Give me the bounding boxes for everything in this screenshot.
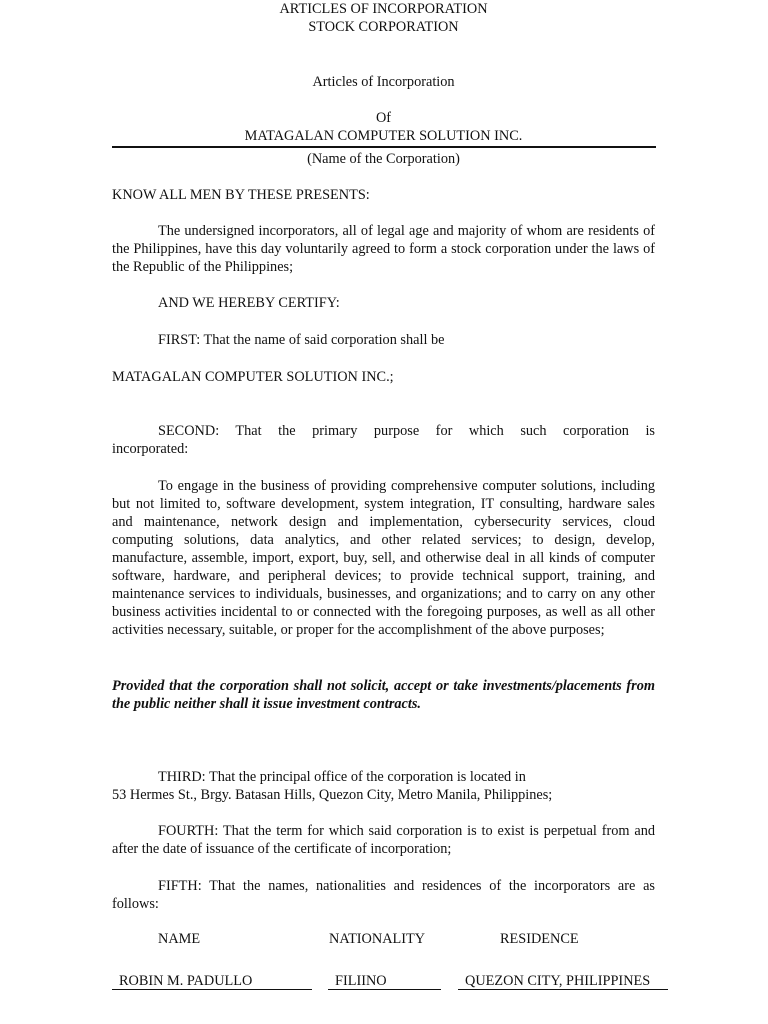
fifth-article: FIFTH: That the names, nationalities and residences of the incorporators are as follows: — [112, 878, 655, 912]
doc-header-line2: STOCK CORPORATION — [308, 19, 459, 35]
second-article: SECOND: That the primary purpose for which such corporation is incorporated: — [112, 423, 655, 457]
incorporator-nationality: FILIINO — [328, 972, 441, 990]
incorporator-name: ROBIN M. PADULLO — [112, 972, 312, 990]
corporation-name-underline — [112, 146, 656, 148]
undersigned-paragraph: The undersigned incorporators, all of legal age and majority of whom are residents of the Philippines, have this day voluntarily agreed to form a stock corporation under the laws of the Republic of the Philippines; — [112, 223, 655, 275]
header-nationality: NATIONALITY — [329, 931, 426, 947]
first-article: FIRST: That the name of said corporation shall be — [158, 332, 445, 348]
certify-paragraph: AND WE HEREBY CERTIFY: — [158, 295, 340, 311]
articles-title: Articles of Incorporation — [312, 74, 455, 90]
incorporator-residence: QUEZON CITY, PHILIPPINES — [458, 972, 668, 990]
fourth-article: FOURTH: That the term for which said corporation is to exist is perpetual from and after the date of issuance of the certificate of incorporation; — [112, 823, 655, 857]
header-name: NAME — [158, 931, 201, 947]
of-label: Of — [375, 110, 392, 126]
purpose-paragraph: To engage in the business of providing comprehensive computer solutions, including but not limited to, software development, system integration, IT consulting, hardware sales and maintenance, network design and implementation, cybersecurity services, cloud computing solutions, data analytics, and other related services; to design, develop, manufacture, assemble, import, export, buy, sell, and otherwise deal in all kinds of computer software, hardware, and peripheral devices; to provide technical support, training, and maintenance services to individuals, businesses, and organizations; and to carry on any other business activities incidental to or connected with the foregoing purposes, as well as all other activities necessary, suitable, or proper for the accomplishment of the above purposes; — [112, 478, 655, 638]
corporation-name-caption: (Name of the Corporation) — [307, 151, 460, 167]
third-article-address: 53 Hermes St., Brgy. Batasan Hills, Quezon City, Metro Manila, Philippines; — [112, 787, 553, 803]
header-residence: RESIDENCE — [500, 931, 579, 947]
corporation-name: MATAGALAN COMPUTER SOLUTION INC. — [244, 128, 523, 144]
proviso-paragraph: Provided that the corporation shall not solicit, accept or take investments/placements from the public neither shall it issue investment contracts. — [112, 678, 655, 712]
first-corporation-name: MATAGALAN COMPUTER SOLUTION INC.; — [112, 369, 394, 385]
know-all-men: KNOW ALL MEN BY THESE PRESENTS: — [112, 187, 370, 203]
doc-header-line1: ARTICLES OF INCORPORATION — [279, 1, 488, 17]
third-article-line1: THIRD: That the principal office of the corporation is located in — [158, 769, 526, 785]
